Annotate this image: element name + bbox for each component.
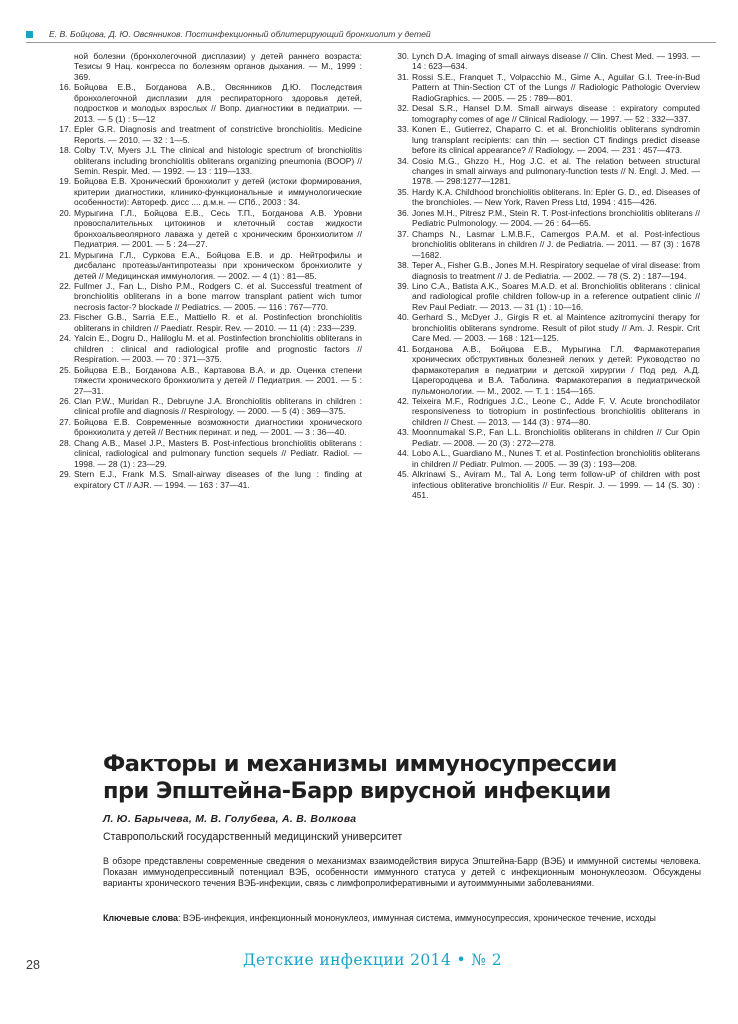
reference-text: Lino C.A., Batista A.K., Soares M.A.D. et al. Bronchiolitis obliterans : clinical and radiological profile children follow-up in a reference outpatient clinic // Rev Paul Pediatr. — 2013. — 31 (1) : 10—16. bbox=[412, 280, 700, 312]
reference-item bbox=[388, 281, 700, 312]
reference-item bbox=[50, 365, 362, 396]
reference-item bbox=[50, 438, 362, 469]
reference-text: Gerhard S., McDyer J., Girgis R et. al Maintence azitromycini therapy for bronchiolitis obliterans syndrome. Result of pilot study // Am. J. Respir. Crit Care Med. — 2003. — 168 : 121—125. bbox=[412, 312, 700, 344]
article-abstract: В обзоре представлены современные сведения о механизмах взаимодействия вируса Эпштейна-Барр (ВЭБ) и иммунной системы человека. Показан иммунодепрессивный потенциал ВЭБ, особенности иммунного статуса у детей с инфекционным мононуклеозом. Обсуждены варианты хронического течения ВЭБ-инфекции, связь с лимфопролиферативными и аутоиммунными заболеваниями. bbox=[103, 856, 701, 888]
reference-number: 17. bbox=[59, 124, 71, 135]
running-head bbox=[26, 29, 716, 39]
reference-item bbox=[388, 187, 700, 208]
reference-number: 38. bbox=[397, 260, 409, 271]
reference-text: Lynch D.A. Imaging of small airways disease // Clin. Chest Med. — 1993. — 14 : 623—634. bbox=[412, 51, 700, 72]
reference-text: Teper A., Fisher G.B., Jones M.H. Respiratory sequelae of viral disease: from diagnosis to treatment // J. de Pediatria. — 2002. — 78 (S. 2) : 187—194. bbox=[412, 260, 700, 281]
reference-number: 37. bbox=[397, 228, 409, 239]
reference-text: Epler G.R. Diagnosis and treatment of constrictive bronchiolitis. Medicine Reports. — 2010. — 32 : 1—5. bbox=[74, 124, 362, 145]
reference-item bbox=[388, 156, 700, 187]
reference-number: 30. bbox=[397, 51, 409, 61]
reference-number: 19. bbox=[59, 176, 71, 187]
reference-text: Konen E., Gutierrez, Chaparro C. et al. Bronchiolitis obliterans syndromin lung transplant recipients: can thin — section CT findings predict disease before its clinical appearance? // Radiology. — 2004. — 231 : 457—473. bbox=[412, 124, 700, 156]
reference-number: 31. bbox=[397, 71, 409, 82]
reference-number: 33. bbox=[397, 124, 409, 135]
header-rule bbox=[26, 42, 716, 43]
running-head-marker bbox=[26, 31, 33, 38]
reference-number: 35. bbox=[397, 186, 409, 197]
reference-text: Moonnumakal S.P., Fan L.L. Bronchiolitis obliterans in children // Cur Opin Pediatr. — 2008. — 20 (3) : 272—278. bbox=[412, 427, 700, 448]
reference-item bbox=[50, 250, 362, 281]
reference-item bbox=[50, 82, 362, 124]
reference-number: 26. bbox=[59, 395, 71, 406]
reference-text: Cosio M.G., Ghzzo H., Hog J.C. et al. The relation between structural changes in small airways and pulmonary-function tests // N. Engl. J. Med. — 1978. — 298:1277—1281. bbox=[412, 155, 700, 187]
reference-text: Lobo A.L., Guardiano M., Nunes T. et al. Postinfection bronchiolitis obliterans in children // Pediatr. Pulmon. — 2005. — 39 (3) : 193—208. bbox=[412, 448, 700, 469]
reference-text: Jones M.H., Pitresz P.M., Stein R. T. Post-infections bronchiolitis obliterans // Pediatric Pulmonology. — 2004. — 26 : 64—65. bbox=[412, 207, 700, 229]
article-affiliation: Ставропольский государственный медицинский университет bbox=[103, 831, 403, 843]
reference-item bbox=[50, 396, 362, 417]
reference-text: Chang A.B., Masel J.P., Masters B. Post-infectious bronchiolitis obliterans : clinical, radiological and pulmonary function sequels // Pediatr. Radiol. — 1998. — 28 (1) : 23—29. bbox=[74, 437, 362, 469]
reference-item bbox=[388, 72, 700, 103]
reference-number: 41. bbox=[397, 343, 409, 354]
reference-item bbox=[388, 208, 700, 229]
reference-text: Мурыгина Г.Л., Бойцова Е.В., Сесь Т.П., Богданова А.В. Уровни провоспалительных цитокинов и клеточный состав жидкости бронхоальвеолярного лаважа у детей с хроническим бронхиолитом // Педиатрия. — 2001. — 5 : 24—27. bbox=[74, 207, 362, 250]
reference-text: Colby T.V, Myers J.L The clinical and histologic spectrum of bronchiolitis obliterans including bronchiolitis obliterans organizing pneumonia (BOOP) // Semin. Respir. Med. — 1992. — 13 : 119—133. bbox=[74, 145, 362, 176]
reference-item bbox=[388, 124, 700, 155]
reference-text: Champs N., Lasmar L.M.B.F., Camergos P.A.M. et al. Post-infectious bronchiolitis obliterans in children // J. de Pediatria. — 2011. — 87 (3) : 1678—1682. bbox=[412, 228, 700, 260]
reference-text: Мурыгина Г.Л., Суркова Е.А., Бойцова Е.В. и др. Нейтрофилы и дисбаланс протеазы/антипротеазы при хроническом бронхиолите у детей // Медицинская иммунология. — 2002. — 4 (1) : 81—85. bbox=[74, 249, 362, 281]
reference-text: Clan P.W., Muridan R., Debruyne J.A. Bronchiolitis obliterans in children : clinical profile and diagnosis // Respirology. — 2000. — 5 (4) : 369—375. bbox=[74, 395, 362, 417]
reference-item bbox=[50, 124, 362, 145]
keywords-label: Ключевые слова bbox=[103, 913, 178, 923]
reference-number: 43. bbox=[397, 427, 409, 438]
reference-number: 42. bbox=[397, 395, 409, 406]
reference-text: Богданова А.В., Бойцова Е.В., Мурыгина Г.Л. Фармакотерапия хронических обструктивных болезней легких у детей: Руководство по фармакотерапия в педиатрии и детской хирургии / Под ред. А.Д. Царегородцева и В.А. Таболина. Фармакотерапия в педиатрической пульмонологии. — М., 2002. — Т. 1 : 154—165. bbox=[412, 343, 700, 396]
article-title bbox=[103, 751, 703, 805]
article-title-line: Факторы и механизмы иммуносупрессии bbox=[103, 751, 617, 777]
reference-item bbox=[388, 448, 700, 469]
reference-number: 20. bbox=[59, 207, 71, 218]
reference-number: 24. bbox=[59, 333, 71, 344]
reference-item bbox=[388, 229, 700, 260]
article-title-line: при Эпштейна-Барр вирусной инфекции bbox=[103, 778, 611, 804]
reference-text: Alkrinawi S., Aviram M., Tal A. Long term follow-uP of children with post infectious obliterative bronchiolitis // Eur. Respir. J. — 1999. — 14 (S. 30) : 451. bbox=[412, 469, 700, 501]
reference-number: 21. bbox=[59, 249, 71, 260]
reference-number: 16. bbox=[59, 82, 71, 93]
reference-text: Fischer G.B., Sarria E.E., Mattiello R. et al. Postinfection bronchiolitis obliterans in children // Paediatr. Respir. Rev. — 2010. — 11 (4) : 233—239. bbox=[74, 312, 362, 333]
reference-number: 27. bbox=[59, 416, 71, 427]
reference-text: Fullmer J., Fan L., Disho P.M., Rodgers C. et al. Successful treatment of bronchiolitis obliterans in a bone marrow transplant patient wich tumor necrosis factor-? blockade // Pediatrics. — 2005. — 116 : 767—770. bbox=[74, 280, 362, 312]
reference-number: 36. bbox=[397, 207, 409, 218]
reference-item bbox=[388, 396, 700, 427]
reference-text: Бойцова Е.В. Современные возможности диагностики хронического бронхиолита у детей // Вестник перинат. и пед. — 2001. — 3 : 36—40. bbox=[74, 416, 362, 438]
reference-item bbox=[50, 469, 362, 490]
reference-item bbox=[388, 260, 700, 281]
reference-text: Бойцова Е.В. Хронический бронхиолит у детей (истоки формирования, критерии диагностики, клинико-функциональные и иммунологические особенности): Автореф. дисс .... д.м.н. — СПб., 2003 : 34. bbox=[74, 176, 362, 208]
reference-item bbox=[50, 281, 362, 312]
reference-item bbox=[50, 145, 362, 176]
reference-item bbox=[388, 427, 700, 448]
reference-item bbox=[50, 51, 362, 82]
reference-text: Hardy K.A. Childhood bronchiolitis obliterans. In: Epler G. D., ed. Diseases of the bronchioles. — New York, Raven Press Ltd, 1994 : 415—426. bbox=[412, 186, 700, 208]
reference-item bbox=[388, 344, 700, 396]
reference-text: Бойцова Е.В., Богданова А.В., Картавова В.А. и др. Оценка степени тяжести хронического бронхиолита у детей // Педиатрия. — 2001. — 5 : 27—31. bbox=[74, 364, 362, 396]
reference-number: 40. bbox=[397, 312, 409, 323]
reference-text: ной болезни (бронхолегочной дисплазии) у детей раннего возраста: Тезисы 9 Нац. конгресса по болезням органов дыхания. — М., 1999 : 369. bbox=[74, 51, 362, 82]
reference-number: 29. bbox=[59, 469, 71, 480]
reference-item bbox=[388, 469, 700, 500]
article-keywords bbox=[103, 913, 701, 924]
reference-number: 44. bbox=[397, 448, 409, 459]
reference-item bbox=[50, 333, 362, 364]
reference-column-right bbox=[388, 51, 700, 500]
reference-number: 39. bbox=[397, 280, 409, 291]
keywords-text: : ВЭБ-инфекция, инфекционный мононуклеоз, иммунная система, иммуносупрессия, хроническое течение, исходы bbox=[177, 913, 656, 923]
reference-number: 45. bbox=[397, 469, 409, 480]
reference-text: Desal S.R., Hansel D.M. Small airways disease : expiratory computed tomography comes of age // Clinical Radiology. — 1997. — 52 : 332—337. bbox=[412, 103, 700, 124]
reference-number: 32. bbox=[397, 103, 409, 114]
page-number: 28 bbox=[26, 958, 40, 972]
reference-list bbox=[50, 51, 700, 500]
reference-item bbox=[50, 312, 362, 333]
reference-text: Teixeira M.F., Rodrigues J.C., Leone C., Adde F. V. Acute bronchodilator responsiveness to tiotropium in postinfectious bronchiolitis obliterans in children // Chest. — 2013. — 144 (3) : 974—80. bbox=[412, 395, 700, 427]
reference-text: Yalcin E., Dogru D., Haliloglu M. et al. Postinfection bronchiolitis obliterans in children : clinical and radiological profile and prognostic factors // Respiration. — 2003. — 70 : 371—375. bbox=[74, 333, 362, 365]
reference-number: 23. bbox=[59, 312, 71, 323]
reference-text: Бойцова Е.В., Богданова А.В., Овсянников Д.Ю. Последствия бронхолегочной дисплазии для респираторного здоровья детей, подростков и молодых взрослых // Вопр. диагностики в педиатрии. — 2013. — 5 (1) : 5—12 bbox=[74, 82, 362, 124]
reference-item bbox=[50, 208, 362, 250]
reference-item bbox=[50, 176, 362, 207]
journal-name: Детские инфекции 2014 • № 2 bbox=[243, 951, 503, 969]
reference-number: 28. bbox=[59, 437, 71, 448]
reference-text: Rossi S.E., Franquet T., Volpacchio M., Gime A., Aguilar G.I. Tree-in-Bud Pattern at Thin-Section CT of the Lungs // Radiologic Pathologic Overview RadioGraphics. — 2005. — 25 : 789—801. bbox=[412, 71, 700, 103]
reference-number: 25. bbox=[59, 364, 71, 375]
reference-text: Stern E.J., Frank M.S. Small-airway diseases of the lung : finding at expiratory CT // AJR. — 1994. — 163 : 37—41. bbox=[74, 469, 362, 490]
reference-number: 34. bbox=[397, 155, 409, 166]
reference-item bbox=[388, 312, 700, 343]
reference-item bbox=[388, 51, 700, 72]
reference-number: 22. bbox=[59, 280, 71, 291]
reference-item bbox=[388, 103, 700, 124]
reference-number: 18. bbox=[59, 145, 71, 156]
article-authors: Л. Ю. Барычева, М. В. Голубева, А. В. Волкова bbox=[103, 814, 357, 825]
running-head-text: Е. В. Бойцова, Д. Ю. Овсянников. Постинфекционный облитерирующий бронхиолит у детей bbox=[49, 29, 431, 39]
reference-item bbox=[50, 417, 362, 438]
reference-column-left bbox=[50, 51, 362, 500]
